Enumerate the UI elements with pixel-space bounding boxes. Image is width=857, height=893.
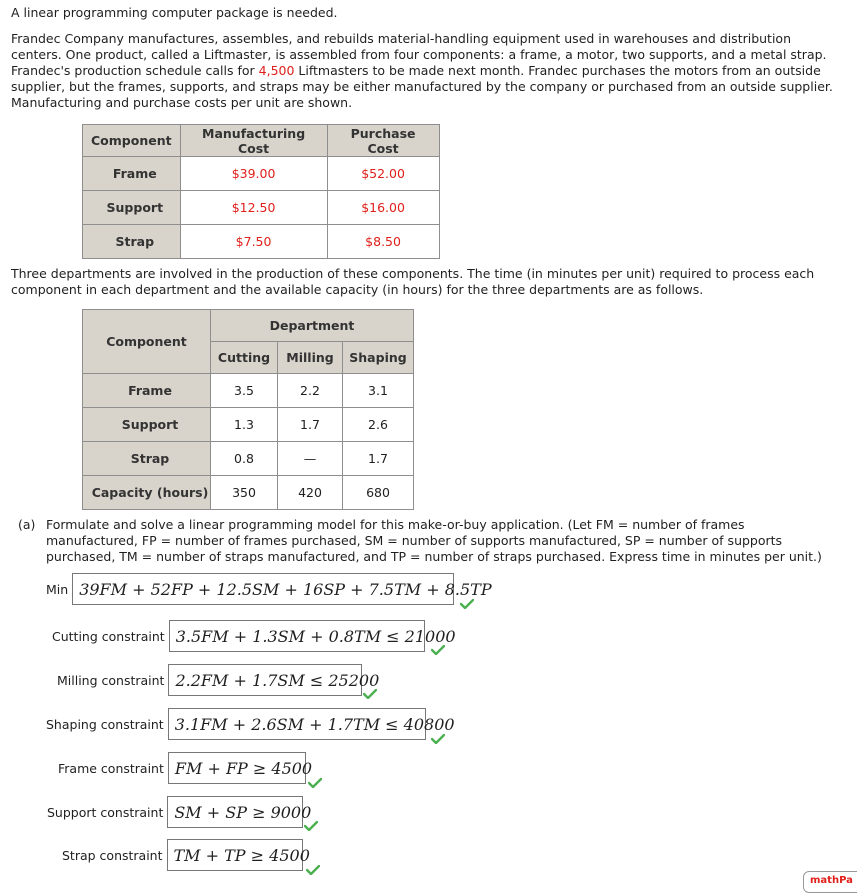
constraint-label: Milling constraint [57,672,165,688]
row-label: Frame [83,157,181,191]
cell: 2.6 [343,408,414,442]
frame-constraint-input[interactable]: FM + FP ≥ 4500 [168,752,306,784]
cell: 3.5 [211,374,278,408]
constraint-label: Shaping constraint [46,716,164,732]
constraint-row-shaping [46,708,455,740]
cell: $39.00 [180,157,327,191]
col-manufacturing-cost: Manufacturing Cost [180,125,327,157]
check-icon [304,821,318,831]
check-icon [460,599,474,609]
intro [11,5,841,121]
col-milling: Milling [278,342,343,374]
check-icon [306,865,320,875]
check-icon [431,734,445,744]
cell: 1.3 [211,408,278,442]
check-icon [308,778,322,788]
cell: $8.50 [327,225,439,259]
col-cutting: Cutting [211,342,278,374]
support-constraint-input[interactable]: SM + SP ≥ 9000 [167,796,303,828]
cell: 350 [211,476,278,510]
cell: 680 [343,476,414,510]
objective-input[interactable]: 39FM + 52FP + 12.5SM + 16SP + 7.5TM + 8.5TP [72,573,454,605]
check-icon [363,689,377,699]
table-row [83,374,414,408]
table-row [83,225,440,259]
constraint-row-frame [58,752,313,784]
intro-paragraph [11,31,841,111]
cell: $7.50 [180,225,327,259]
table-row [83,157,440,191]
cell: 420 [278,476,343,510]
constraint-row-support [47,796,312,828]
constraint-label: Strap constraint [62,847,163,863]
cell: 2.2 [278,374,343,408]
cell: $12.50 [180,191,327,225]
part-label: (a) [18,517,36,532]
row-label: Support [83,191,181,225]
col-component: Component [83,310,211,374]
cost-table [82,124,440,259]
intro-text-2: Liftmasters to be made next month. Frandec purchases the motors from an outside supplier, but the frames, supports, and straps may be either manufactured by the company or purchased from an outside supplier. Manufacturing and purchase costs per unit are shown. [11,63,833,110]
objective-label: Min [46,581,69,597]
constraint-label: Cutting constraint [52,628,165,644]
milling-constraint-input[interactable]: 2.2FM + 1.7SM ≤ 25200 [168,664,362,696]
cell: 0.8 [211,442,278,476]
table-row [83,442,414,476]
liftmaster-quantity: 4,500 [258,63,295,78]
row-label: Strap [83,225,181,259]
col-shaping: Shaping [343,342,414,374]
cell: 1.7 [343,442,414,476]
row-label: Frame [83,374,211,408]
strap-constraint-input[interactable]: TM + TP ≥ 4500 [167,839,303,871]
table-row [83,191,440,225]
constraint-label: Frame constraint [58,760,164,776]
intro-line: A linear programming computer package is needed. [11,5,338,20]
intro-text-1: Frandec Company manufactures, assembles, and rebuilds material-handling equipment used in warehouses and distribution centers. One product, called a Liftmaster, is assembled from four components: a frame, a motor, two supports, and a metal strap. Frandec's production schedule calls for [11,31,827,78]
constraint-label: Support constraint [47,804,164,820]
row-label: Capacity (hours) [83,476,211,510]
dept-header-row [83,310,414,342]
part-a [18,517,833,565]
shaping-constraint-input[interactable]: 3.1FM + 2.6SM + 1.7TM ≤ 40800 [168,708,426,740]
constraint-row-cutting [52,620,456,652]
departments-text: Three departments are involved in the production of these components. The time (in minutes per unit) required to process each component in each department and the available capacity (in hours) for the three departments are as follows. [11,266,815,297]
cell: — [278,442,343,476]
row-label: Strap [83,442,211,476]
math-palette-label: mathPa [810,875,853,886]
cell: 1.7 [278,408,343,442]
cutting-constraint-input[interactable]: 3.5FM + 1.3SM + 0.8TM ≤ 21000 [169,620,425,652]
table-row [83,476,414,510]
row-label: Support [83,408,211,442]
table-row [83,408,414,442]
math-palette-button[interactable] [803,871,857,893]
constraint-row-strap [62,839,310,871]
col-purchase-cost: Purchase Cost [327,125,439,157]
cell: $52.00 [327,157,439,191]
cell: 3.1 [343,374,414,408]
col-component: Component [83,125,181,157]
cell: $16.00 [327,191,439,225]
group-department: Department [211,310,414,342]
part-a-instructions: Formulate and solve a linear programming model for this make-or-buy application. (Let FM = number of frames manufactured, FP = number of frames purchased, SM = number of supports manufactured, SP = number of supports purchased, TM = number of straps manufactured, and TP = number of straps purchased. Express time in minutes per unit.) [46,517,822,564]
check-icon [431,645,445,655]
department-table [82,309,414,510]
objective-row [46,573,492,605]
cost-table-header [83,125,440,157]
constraint-row-milling [57,664,380,696]
